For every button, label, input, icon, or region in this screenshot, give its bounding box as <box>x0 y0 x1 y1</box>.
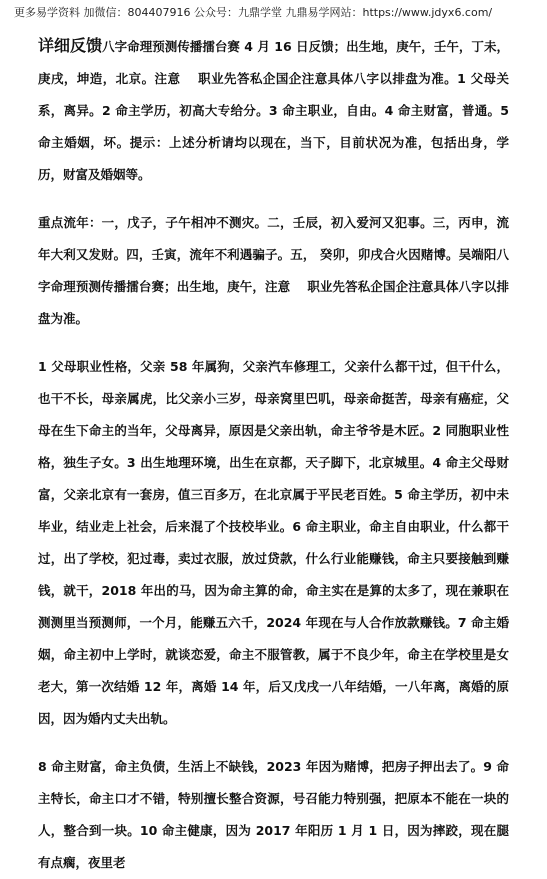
paragraph-gap <box>38 735 509 751</box>
intro-text: 八字命理预测传播擂台赛 4 月 16 日反馈；出生地，庚午，壬午，丁未，庚戌，坤造，北京。注意 职业先答私企国企注意具体八字以排盘为准。1 父母关系，离异。2 命主学历，初高大专给分。3 命主职业，自由。4 命主财富，普通。5 命主婚姻，坏。提示：上述分析请均以现在，当下，目前状况为准，包括出身，学历，财富及婚姻等。 <box>38 39 509 182</box>
paragraph-gap <box>38 335 509 351</box>
paragraph-wealth-health: 8 命主财富，命主负债，生活上不缺钱，2023 年因为赌博，把房子押出去了。9 命主特长，命主口才不错，特别擅长整合资源，号召能力特别强，把原本不能在一块的人，整合到一块。10 命主健康，因为 2017 年阳历 1 月 1 日，因为摔跤，现在腿有点瘸，夜里老 <box>38 759 509 870</box>
paragraph-key-years: 重点流年：一，戊子，子午相冲不测灾。二，壬辰，初入爱河又犯事。三，丙申，流年大利又发财。四，壬寅，流年不利遇骗子。五， 癸卯，卯戌合火因赌博。吴端阳八字命理预测传播擂台赛；出生地，庚午，注意 职业先答私企国企注意具体八字以排盘为准。 <box>38 215 509 326</box>
document-title: 详细反馈 <box>38 36 103 55</box>
paragraph-family-details: 1 父母职业性格，父亲 58 年属狗，父亲汽车修理工，父亲什么都干过，但干什么，也干不长，母亲属虎，比父亲小三岁，母亲窝里巴叽，母亲命挺苦，母亲有癌症，父母在生下命主的当年，父母离异，原因是父亲出轨，命主爷爷是木匠。2 同胞职业性格，独生子女。3 出生地理环境，出生在京都，天子脚下，北京城里。4 命主父母财富，父亲北京有一套房，值三百多万，在北京属于平民老百姓。5 命主学历，初中未毕业，结业走上社会，后来混了个技校毕业。6 命主职业，命主自由职业，什么都干过，出了学校，犯过毒，卖过衣服，放过贷款，什么行业能赚钱，命主只要接触到赚钱，就干，2018 年出的马，因为命主算的命，命主实在是算的太多了，现在兼职在测测里当预测师，一个月，能赚五六千，2024 年现在与人合作放款赚钱。7 命主婚姻，命主初中上学时，就谈恋爱，命主不服管教，属于不良少年，命主在学校里是女老大，第一次结婚 12 年，离婚 14 年，后又戊戌一八年结婚，一八年离，离婚的原因，因为婚内丈夫出轨。 <box>38 359 509 726</box>
document-intro <box>38 30 509 191</box>
paragraph-gap <box>38 191 509 207</box>
watermark-header: 更多易学资料 加微信：804407916 公众号：九鼎学堂 九鼎易学网站：https://www.jdyx6.com/ <box>14 6 493 19</box>
